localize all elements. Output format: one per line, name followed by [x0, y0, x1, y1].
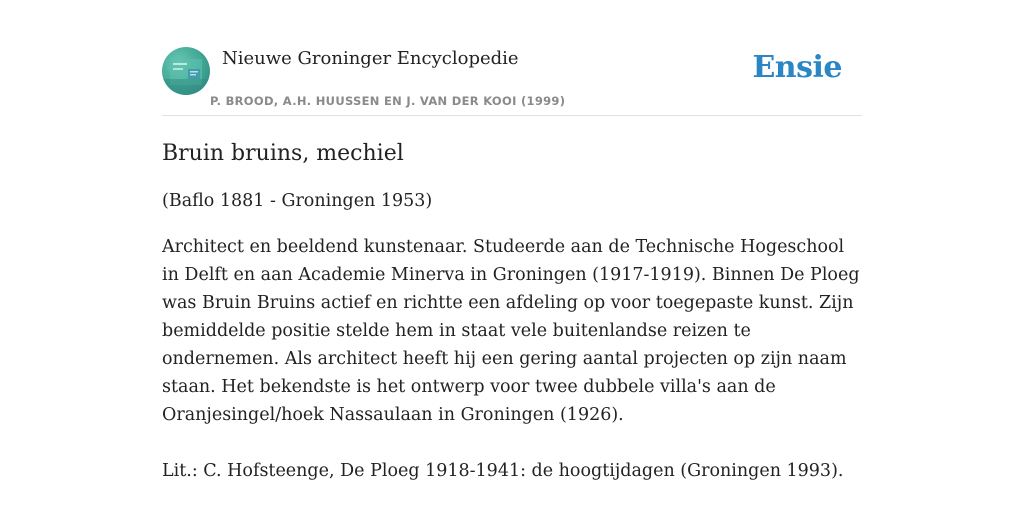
entry-literature: Lit.: C. Hofsteenge, De Ploeg 1918-1941: de hoogtijdagen (Groningen 1993).	[162, 461, 844, 481]
entry-body: Architect en beeldend kunstenaar. Studeerde aan de Technische Hogeschool in Delft en aan Academie Minerva in Groningen (1917-1919). Binnen De Ploeg was Bruin Bruins actief en richtte een afdeling op voor toegepaste kunst. Zijn bemiddelde positie stelde hem in staat vele buitenlandse reizen te ondernemen. Als architect heeft hij een gering aantal projecten op zijn naam staan. Het bekendste is het ontwerp voor twee dubbele villa's aan de Oranjesingel/hoek Nassaulaan in Groningen (1926).	[162, 237, 860, 425]
book-cover-thumbnail-icon[interactable]	[162, 47, 210, 95]
entry-title: Bruin bruins, mechiel	[162, 141, 404, 166]
source-title[interactable]: Nieuwe Groninger Encyclopedie	[222, 48, 519, 69]
brand-logo[interactable]: Ensie	[752, 50, 842, 85]
source-authors: P. BROOD, A.H. HUUSSEN EN J. VAN DER KOOI (1999)	[210, 94, 566, 108]
entry-content	[162, 138, 862, 485]
source-header	[162, 46, 862, 116]
entry-subtitle: (Baflo 1881 - Groningen 1953)	[162, 191, 433, 211]
